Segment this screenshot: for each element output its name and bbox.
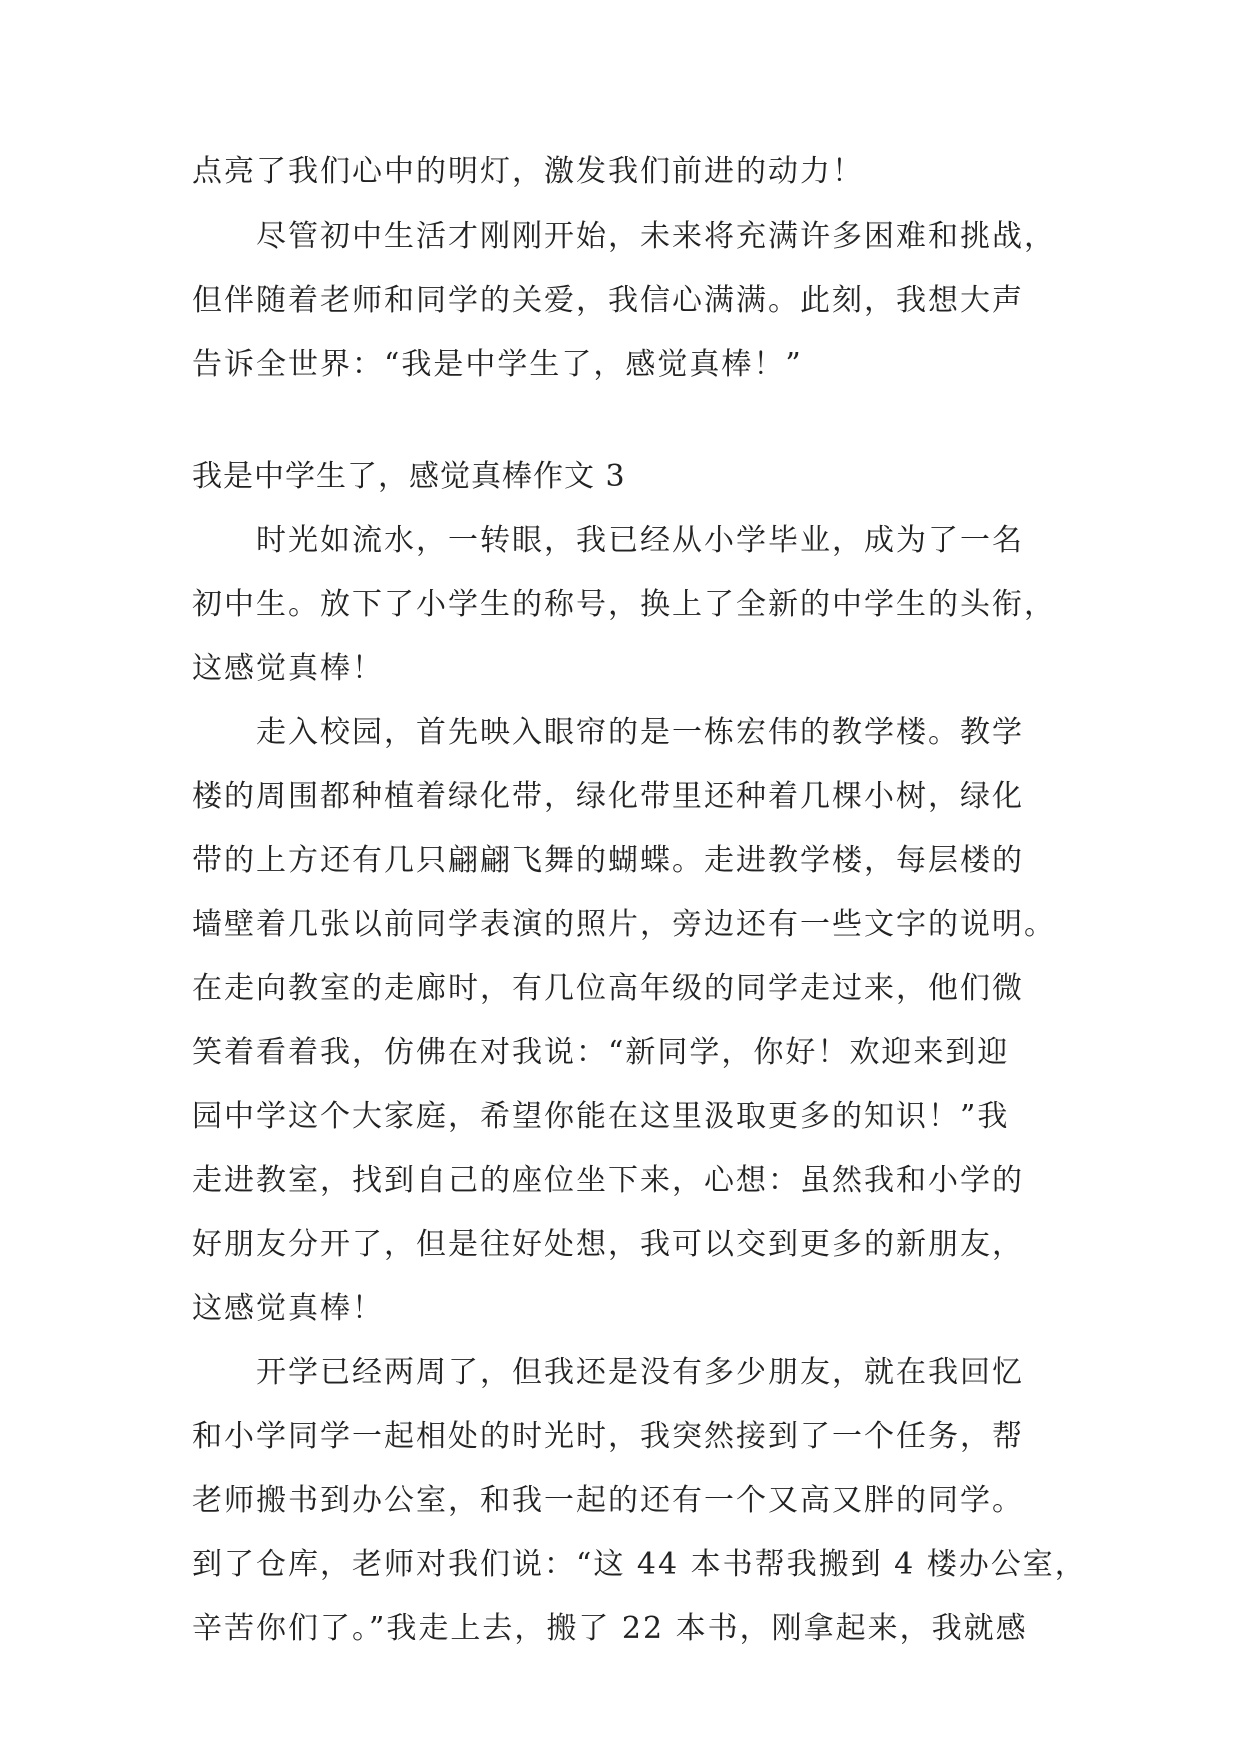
text-line: 但伴随着老师和同学的关爱，我信心满满。此刻，我想大声 xyxy=(192,283,1024,318)
text-line: 这感觉真棒！ xyxy=(192,1291,384,1326)
text-line: 到了仓库，老师对我们说：“这 44 本书帮我搬到 4 楼办公室， xyxy=(192,1547,1087,1582)
text-line: 笑着看着我，仿佛在对我说：“新同学，你好！欢迎来到迎 xyxy=(192,1035,1010,1070)
text-line: 时光如流水，一转眼，我已经从小学毕业，成为了一名 xyxy=(256,523,1024,558)
text-line: 好朋友分开了，但是往好处想，我可以交到更多的新朋友， xyxy=(192,1227,1024,1262)
text-line: 初中生。放下了小学生的称号，换上了全新的中学生的头衔， xyxy=(192,587,1056,622)
text-line: 和小学同学一起相处的时光时，我突然接到了一个任务，帮 xyxy=(192,1419,1024,1454)
text-line: 告诉全世界：“我是中学生了，感觉真棒！” xyxy=(192,347,803,382)
section-heading: 我是中学生了，感觉真棒作文 3 xyxy=(192,459,626,494)
text-line: 在走向教室的走廊时，有几位高年级的同学走过来，他们微 xyxy=(192,971,1024,1006)
text-line: 带的上方还有几只翩翩飞舞的蝴蝶。走进教学楼，每层楼的 xyxy=(192,843,1024,878)
text-line: 楼的周围都种植着绿化带，绿化带里还种着几棵小树，绿化 xyxy=(192,779,1024,814)
text-line: 老师搬书到办公室，和我一起的还有一个又高又胖的同学。 xyxy=(192,1483,1024,1518)
text-line: 园中学这个大家庭，希望你能在这里汲取更多的知识！”我 xyxy=(192,1099,1010,1134)
text-line: 点亮了我们心中的明灯，激发我们前进的动力！ xyxy=(192,154,864,189)
text-line: 走入校园，首先映入眼帘的是一栋宏伟的教学楼。教学 xyxy=(256,715,1024,750)
text-line: 尽管初中生活才刚刚开始，未来将充满许多困难和挑战， xyxy=(256,219,1056,254)
text-line: 这感觉真棒！ xyxy=(192,651,384,686)
text-line: 开学已经两周了，但我还是没有多少朋友，就在我回忆 xyxy=(256,1355,1024,1390)
text-line: 走进教室，找到自己的座位坐下来，心想：虽然我和小学的 xyxy=(192,1163,1024,1198)
text-line: 辛苦你们了。”我走上去，搬了 22 本书，刚拿起来，我就感 xyxy=(192,1611,1028,1646)
text-line: 墙壁着几张以前同学表演的照片，旁边还有一些文字的说明。 xyxy=(192,907,1056,942)
